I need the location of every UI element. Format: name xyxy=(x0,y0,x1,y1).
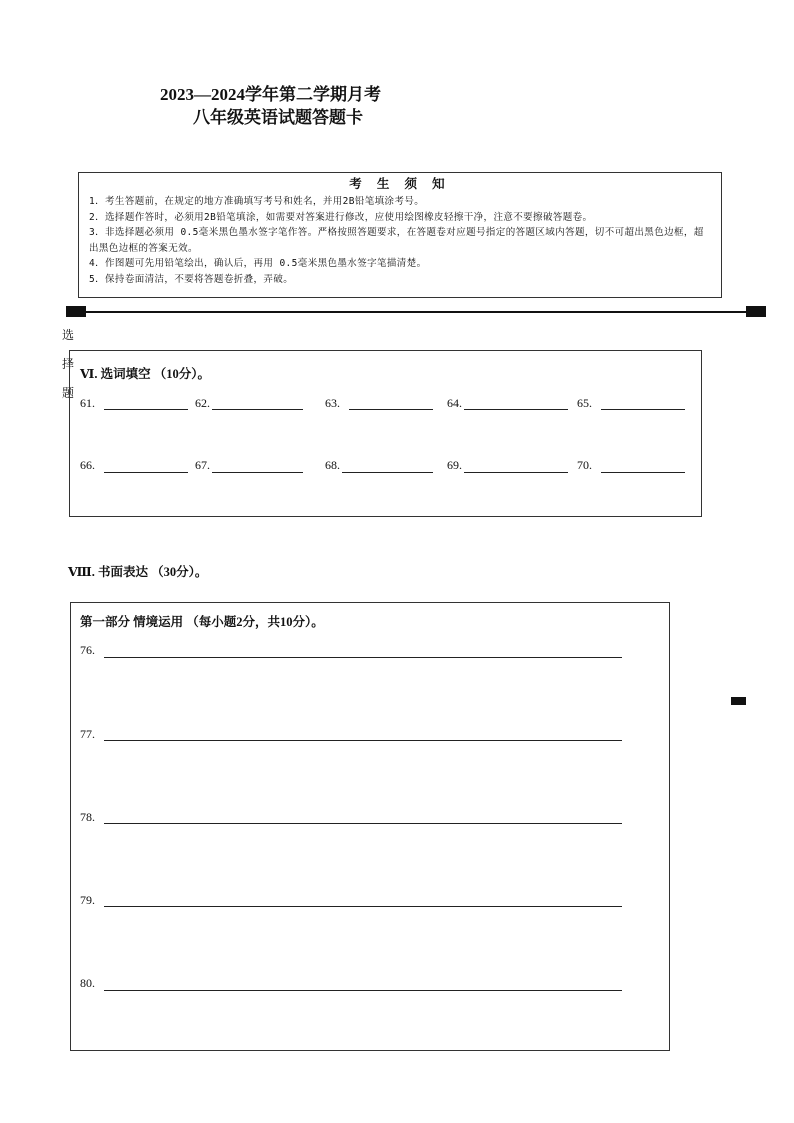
notice-item: 4．作图题可先用铅笔绘出，确认后，再用 0.5毫米黑色墨水签字笔描清楚。 xyxy=(89,258,427,269)
answer-line-78[interactable] xyxy=(104,823,622,824)
blank-line-69[interactable] xyxy=(464,472,568,473)
section-viii-box xyxy=(70,602,670,1051)
notice-list xyxy=(79,194,721,287)
notice-item: 3．非选择题必须用 0.5毫米黑色墨水签字笔作答。严格按照答题要求，在答题卷对应题号指定的答题区域内答题，切不可超出黑色边框，超出黑色边框的答案无效。 xyxy=(89,227,704,254)
blank-line-70[interactable] xyxy=(601,472,685,473)
divider-rule xyxy=(82,311,746,313)
question-label-79: 79. xyxy=(80,893,95,907)
blank-label-64: 64. xyxy=(447,396,462,410)
positioning-mark-right xyxy=(746,306,766,317)
answer-line-79[interactable] xyxy=(104,906,622,907)
page-title-line2: 八年级英语试题答题卡 xyxy=(193,108,363,127)
notice-item: 5．保持卷面清洁，不要将答题卷折叠，弄破。 xyxy=(89,273,294,285)
question-label-80: 80. xyxy=(80,976,95,990)
section-vi-heading: Ⅵ. 选词填空 （10分）。 xyxy=(80,367,210,381)
answer-line-80[interactable] xyxy=(104,990,622,991)
blank-label-67: 67. xyxy=(195,458,210,472)
section-viii-heading: Ⅷ. 书面表达 （30分）。 xyxy=(68,565,208,579)
blank-line-67[interactable] xyxy=(212,472,303,473)
part1-heading: 第一部分 情境运用 （每小题2分，共10分）。 xyxy=(80,615,324,629)
blank-line-65[interactable] xyxy=(601,409,685,410)
blank-label-61: 61. xyxy=(80,396,95,410)
blank-line-61[interactable] xyxy=(104,409,188,410)
notice-title: 考 生 须 知 xyxy=(349,177,451,191)
sidebar-char: 择 xyxy=(62,357,75,371)
answer-line-76[interactable] xyxy=(104,657,622,658)
blank-line-63[interactable] xyxy=(349,409,433,410)
blank-line-62[interactable] xyxy=(212,409,303,410)
notice-box xyxy=(78,172,722,298)
blank-label-68: 68. xyxy=(325,458,340,472)
question-label-78: 78. xyxy=(80,810,95,824)
blank-label-69: 69. xyxy=(447,458,462,472)
answer-line-77[interactable] xyxy=(104,740,622,741)
sidebar-char: 题 xyxy=(62,386,75,400)
notice-item: 1．考生答题前，在规定的地方准确填写考号和姓名，并用2B铅笔填涂考号。 xyxy=(89,196,425,207)
blank-label-70: 70. xyxy=(577,458,592,472)
notice-item: 2．选择题作答时，必须用2B铅笔填涂，如需要对答案进行修改，应使用绘图橡皮轻擦干净，注意不要擦破答题卷。 xyxy=(89,211,593,223)
blank-line-66[interactable] xyxy=(104,472,188,473)
sidebar-char: 选 xyxy=(62,328,75,342)
page-title-line1: 2023—2024学年第二学期月考 xyxy=(160,85,381,104)
blank-label-66: 66. xyxy=(80,458,95,472)
positioning-mark-right-middle xyxy=(731,697,746,705)
question-label-76: 76. xyxy=(80,643,95,657)
blank-label-65: 65. xyxy=(577,396,592,410)
blank-label-62: 62. xyxy=(195,396,210,410)
blank-label-63: 63. xyxy=(325,396,340,410)
question-label-77: 77. xyxy=(80,727,95,741)
blank-line-68[interactable] xyxy=(342,472,433,473)
blank-line-64[interactable] xyxy=(464,409,568,410)
